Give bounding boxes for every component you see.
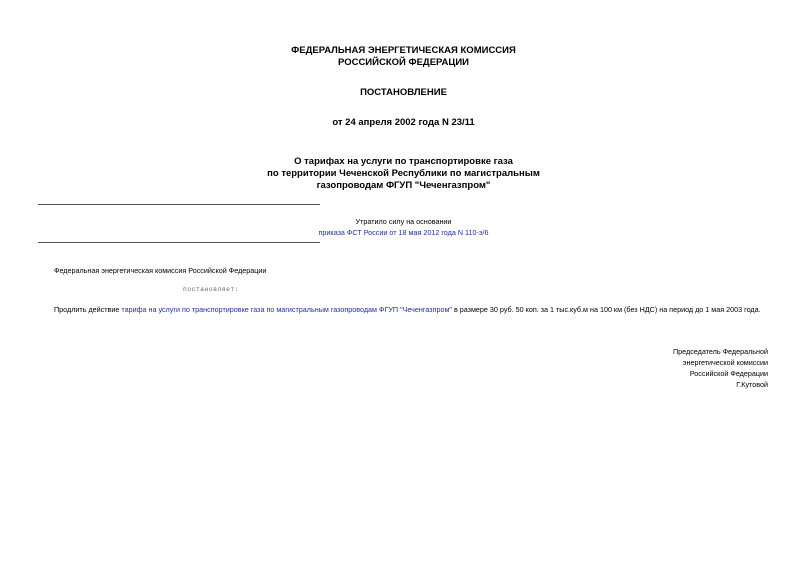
- organization-name: [0, 45, 807, 69]
- title-line-2: по территории Чеченской Республики по магистральным: [267, 168, 540, 179]
- signature-line-3: Российской Федерации: [689, 369, 768, 378]
- tariff-link[interactable]: тарифа на услуги по транспортировке газа по магистральным газопроводам ФГУП "Чеченгазпром": [121, 305, 452, 314]
- repeal-order-link[interactable]: приказа ФСТ России от 18 мая 2012 года N 110-э/6: [318, 228, 489, 237]
- signature-line-1: Председатель Федеральной: [673, 347, 768, 356]
- title-line-3: газопроводам ФГУП "Чеченгазпром": [316, 180, 491, 191]
- title-line-1: О тарифах на услуги по транспортировке газа: [294, 156, 513, 167]
- signature-line-2: энергетической комиссии: [682, 358, 768, 367]
- document-type: [0, 87, 807, 99]
- organization-line-1: ФЕДЕРАЛЬНАЯ ЭНЕРГЕТИЧЕСКАЯ КОМИССИЯ: [291, 45, 516, 56]
- signature-name: Г.Кутовой: [736, 380, 768, 389]
- document-title: [0, 156, 807, 192]
- document-type-label: ПОСТАНОВЛЕНИЕ: [360, 87, 447, 98]
- document-date-label: от 24 апреля 2002 года N 23/11: [332, 117, 475, 128]
- signature-block: [673, 346, 768, 390]
- document-date: [0, 117, 807, 129]
- divider-top: [38, 204, 320, 205]
- paragraph-prefix: Продлить действие: [54, 305, 122, 314]
- issuer-text: Федеральная энергетическая комиссия Российской Федерации: [54, 266, 267, 275]
- status-note: [0, 216, 807, 238]
- main-paragraph: [54, 305, 761, 315]
- organization-line-2: РОССИЙСКОЙ ФЕДЕРАЦИИ: [337, 57, 469, 68]
- decree-word: постановляет:: [183, 286, 240, 293]
- paragraph-suffix: в размере 30 руб. 50 коп. за 1 тыс.куб.м на 100 км (без НДС) на период до 1 мая 2003 года.: [451, 305, 761, 314]
- divider-bottom: [38, 242, 320, 243]
- status-note-text: Утратило силу на основании: [355, 217, 452, 226]
